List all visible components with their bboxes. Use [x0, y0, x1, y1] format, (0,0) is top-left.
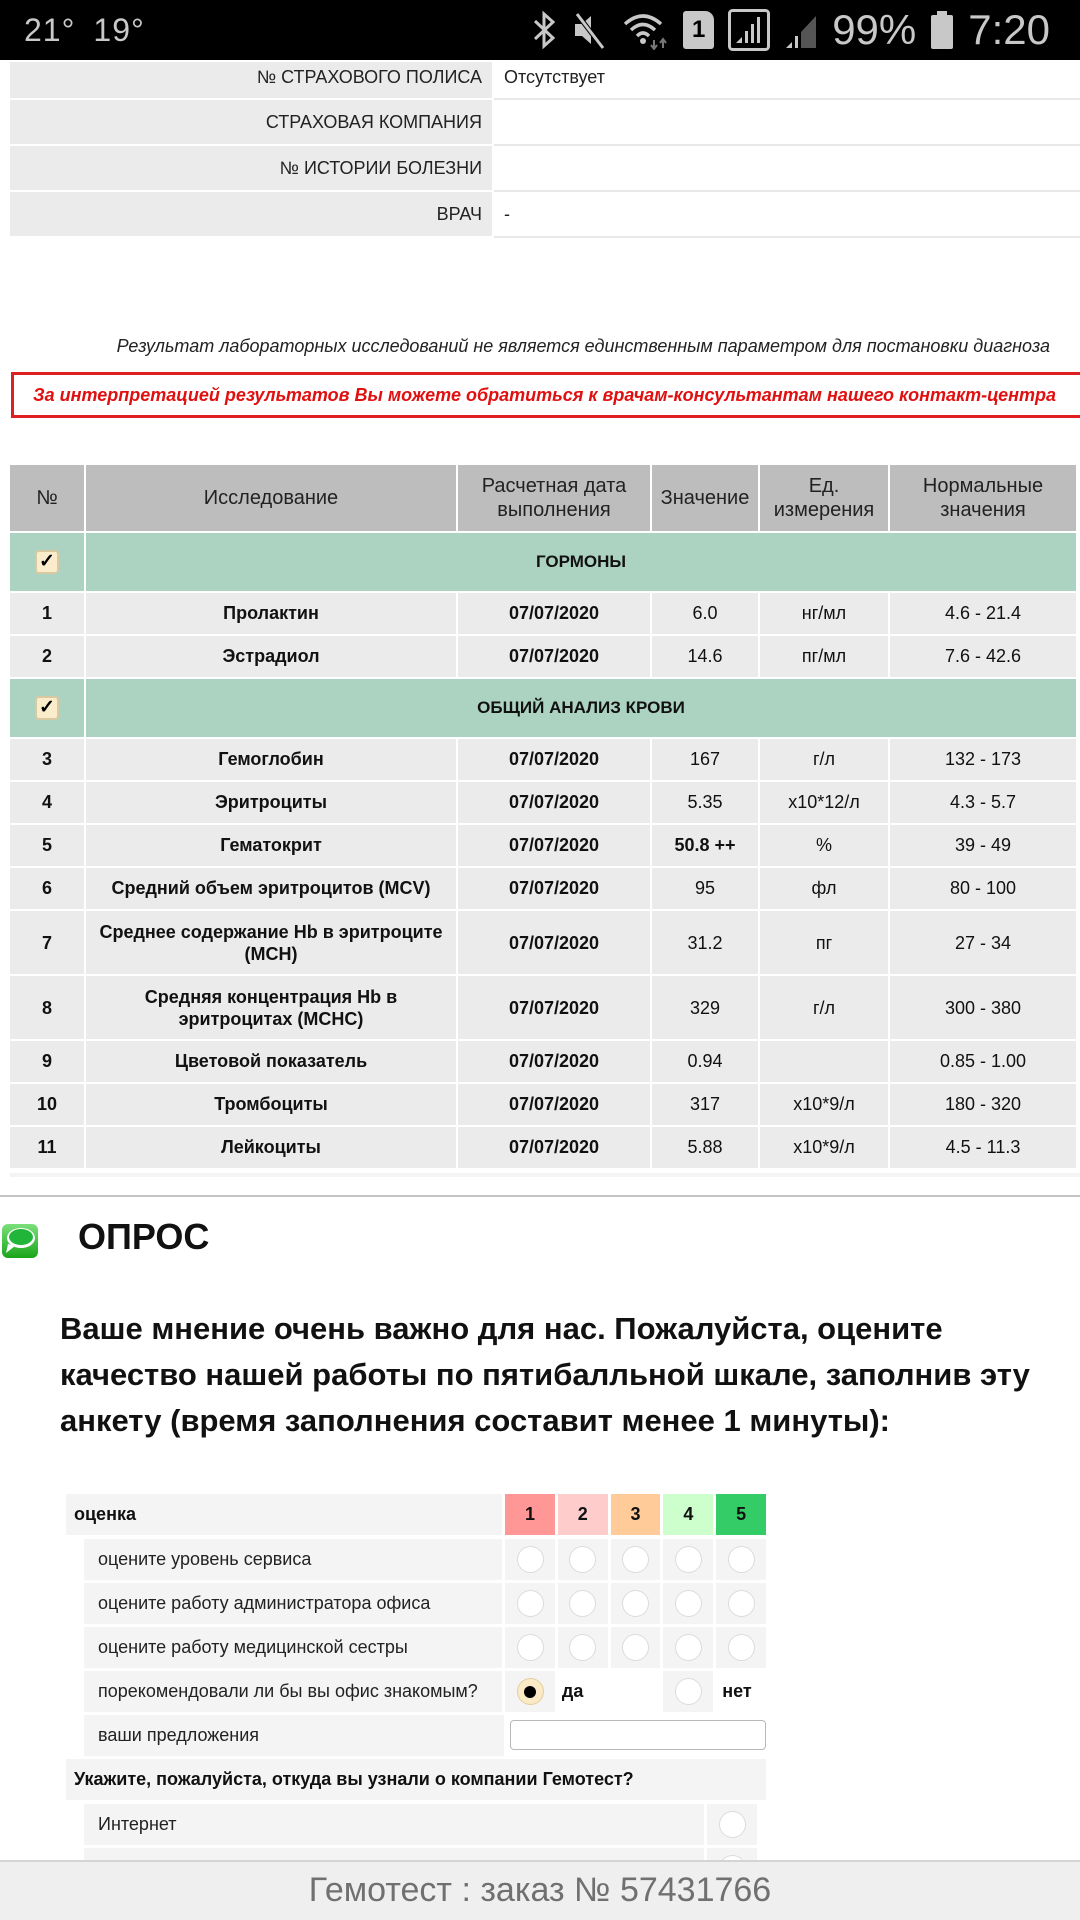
rating-cell: [558, 1583, 608, 1624]
section-divider: [0, 1195, 1080, 1197]
table-row: [10, 1127, 1076, 1168]
cell-test: Эстрадиол: [86, 636, 456, 677]
suggestions-row: [66, 1715, 766, 1756]
rating-radio-2[interactable]: [569, 1590, 596, 1617]
cell-no: 9: [10, 1041, 84, 1082]
rating-cell: [663, 1583, 713, 1624]
cell-no: 3: [10, 739, 84, 780]
cell-value: 50.8 ++: [652, 825, 758, 866]
info-row-policy: [10, 62, 1080, 100]
chat-bubble-icon: [2, 1222, 38, 1260]
cell-test: Лейкоциты: [86, 1127, 456, 1168]
rating-radio-2[interactable]: [569, 1634, 596, 1661]
info-label: ВРАЧ: [10, 192, 492, 238]
rating-cell: [716, 1539, 766, 1580]
order-title: Гемотест : заказ № 57431766: [308, 1871, 772, 1909]
header-value: Значение: [652, 465, 758, 531]
source-option-label: Интернет: [84, 1804, 704, 1845]
cell-test: Средний объем эритроцитов (MCV): [86, 868, 456, 909]
header-range: Нормальные значения: [890, 465, 1076, 531]
cell-test: Гематокрит: [86, 825, 456, 866]
rating-cell: [505, 1539, 555, 1580]
cell-unit: %: [760, 825, 888, 866]
cell-unit: пг: [760, 911, 888, 974]
cell-range: 300 - 380: [890, 976, 1076, 1039]
cell-date: 07/07/2020: [458, 1127, 650, 1168]
header-unit: Ед. измерения: [760, 465, 888, 531]
cell-range: 80 - 100: [890, 868, 1076, 909]
rating-radio-2[interactable]: [569, 1546, 596, 1573]
cell-value: 5.35: [652, 782, 758, 823]
scale-2: 2: [558, 1494, 608, 1535]
source-question-row: [66, 1759, 766, 1800]
rating-radio-1[interactable]: [517, 1634, 544, 1661]
cell-date: 07/07/2020: [458, 825, 650, 866]
cell-value: 95: [652, 868, 758, 909]
cell-value: 31.2: [652, 911, 758, 974]
table-bottom-strip: [10, 1173, 1080, 1177]
cell-test: Средняя концентрация Hb в эритроцитах (MCHC): [86, 976, 456, 1039]
recommend-no-cell: [663, 1671, 713, 1712]
suggestions-input[interactable]: [510, 1720, 766, 1750]
signal-icon: [728, 9, 770, 51]
cell-range: 180 - 320: [890, 1084, 1076, 1125]
table-row: [10, 825, 1076, 866]
scale-3: 3: [611, 1494, 661, 1535]
info-value: [494, 146, 1080, 192]
cell-no: 2: [10, 636, 84, 677]
header-no: №: [10, 465, 84, 531]
info-label: № ИСТОРИИ БОЛЕЗНИ: [10, 146, 492, 192]
cell-no: 11: [10, 1127, 84, 1168]
cell-date: 07/07/2020: [458, 1041, 650, 1082]
rating-question-label: оцените работу администратора офиса: [84, 1583, 502, 1624]
signal2-icon: [784, 10, 818, 50]
group-row: [10, 533, 1076, 591]
group-row: [10, 679, 1076, 737]
cell-no: 6: [10, 868, 84, 909]
rating-radio-5[interactable]: [728, 1546, 755, 1573]
cell-no: 1: [10, 593, 84, 634]
cell-value: 329: [652, 976, 758, 1039]
rating-question-label: оцените уровень сервиса: [84, 1539, 502, 1580]
table-row: [10, 911, 1076, 974]
rating-radio-4[interactable]: [675, 1546, 702, 1573]
battery-icon: [930, 10, 954, 50]
clock: 7:20: [968, 6, 1050, 53]
cell-range: 4.6 - 21.4: [890, 593, 1076, 634]
cell-test: Цветовой показатель: [86, 1041, 456, 1082]
rating-cell: [505, 1583, 555, 1624]
rating-label: оценка: [66, 1494, 502, 1535]
recommend-no-radio[interactable]: [675, 1678, 702, 1705]
rating-question-row: [66, 1539, 766, 1580]
notice-box: [11, 372, 1080, 418]
cell-range: 132 - 173: [890, 739, 1076, 780]
cell-no: 5: [10, 825, 84, 866]
table-row: [10, 868, 1076, 909]
scale-5: 5: [716, 1494, 766, 1535]
group-title: ОБЩИЙ АНАЛИЗ КРОВИ: [86, 679, 1076, 737]
rating-cell: [663, 1627, 713, 1668]
group-checkbox-cell: [10, 679, 84, 737]
rating-radio-1[interactable]: [517, 1546, 544, 1573]
cell-range: 0.85 - 1.00: [890, 1041, 1076, 1082]
cell-date: 07/07/2020: [458, 636, 650, 677]
cell-value: 14.6: [652, 636, 758, 677]
temp-high: 21°: [24, 12, 76, 48]
scale-1: 1: [505, 1494, 555, 1535]
cell-date: 07/07/2020: [458, 739, 650, 780]
cell-unit: г/л: [760, 739, 888, 780]
cell-value: 5.88: [652, 1127, 758, 1168]
rating-cell: [505, 1627, 555, 1668]
cell-unit: нг/мл: [760, 593, 888, 634]
rating-form: [66, 1494, 766, 1892]
cell-date: 07/07/2020: [458, 976, 650, 1039]
rating-cell: [558, 1627, 608, 1668]
rating-cell: [716, 1627, 766, 1668]
header-test: Исследование: [86, 465, 456, 531]
rating-question-row: [66, 1583, 766, 1624]
info-row-insurer: [10, 100, 1080, 146]
table-header: [10, 465, 1076, 531]
cell-test: Среднее содержание Hb в эритроците (MCH): [86, 911, 456, 974]
sim1-icon: 1: [683, 11, 714, 49]
temp-low: 19°: [93, 12, 145, 48]
scale-4: 4: [663, 1494, 713, 1535]
cell-no: 10: [10, 1084, 84, 1125]
recommend-yes-radio[interactable]: [517, 1678, 544, 1705]
group-checkbox[interactable]: ✓: [35, 696, 59, 720]
table-row: [10, 1041, 1076, 1082]
rating-cell: [611, 1583, 661, 1624]
source-option-row: [66, 1804, 766, 1845]
notice-text: За интерпретацией результатов Вы можете обратиться к врачам-консультантам нашего контакт-центра: [33, 385, 1056, 405]
info-label: СТРАХОВАЯ КОМПАНИЯ: [10, 100, 492, 146]
rating-radio-4[interactable]: [675, 1634, 702, 1661]
cell-no: 7: [10, 911, 84, 974]
header-date: Расчетная дата выполнения: [458, 465, 650, 531]
recommend-label: порекомендовали ли бы вы офис знакомым?: [84, 1671, 502, 1712]
cell-value: 167: [652, 739, 758, 780]
disclaimer-text: Результат лабораторных исследований не является единственным параметром для постановки диагноза: [116, 336, 1050, 356]
cell-test: Пролактин: [86, 593, 456, 634]
table-row: [10, 636, 1076, 677]
rating-cell: [611, 1627, 661, 1668]
cell-value: 6.0: [652, 593, 758, 634]
cell-date: 07/07/2020: [458, 1084, 650, 1125]
rating-cell: [558, 1539, 608, 1580]
cell-date: 07/07/2020: [458, 593, 650, 634]
rating-question-label: оцените работу медицинской сестры: [84, 1627, 502, 1668]
cell-test: Гемоглобин: [86, 739, 456, 780]
source-question: Укажите, пожалуйста, откуда вы узнали о компании Гемотест?: [66, 1759, 766, 1800]
suggestions-label: ваши предложения: [84, 1715, 504, 1756]
patient-info: [10, 62, 1080, 238]
status-bar: [0, 0, 1080, 60]
rating-cell: [663, 1539, 713, 1580]
results-table: [8, 463, 1078, 1170]
rating-cell: [611, 1539, 661, 1580]
rating-radio-3[interactable]: [622, 1546, 649, 1573]
group-checkbox-cell: [10, 533, 84, 591]
recommend-row: [66, 1671, 766, 1712]
cell-unit: x10*9/л: [760, 1127, 888, 1168]
source-option-radio[interactable]: [719, 1811, 746, 1838]
info-value: [494, 100, 1080, 146]
source-option-cell: [707, 1804, 757, 1845]
info-value: Отсутствует: [494, 62, 1080, 100]
info-value: -: [494, 192, 1080, 238]
rating-radio-3[interactable]: [622, 1634, 649, 1661]
rating-radio-5[interactable]: [728, 1590, 755, 1617]
table-row: [10, 782, 1076, 823]
cell-test: Тромбоциты: [86, 1084, 456, 1125]
table-row: [10, 739, 1076, 780]
cell-range: 4.5 - 11.3: [890, 1127, 1076, 1168]
cell-no: 4: [10, 782, 84, 823]
table-row: [10, 976, 1076, 1039]
rating-question-row: [66, 1627, 766, 1668]
cell-unit: x10*12/л: [760, 782, 888, 823]
group-checkbox[interactable]: ✓: [35, 550, 59, 574]
survey-title: ОПРОС: [78, 1216, 210, 1257]
mute-icon: [571, 10, 607, 50]
rating-radio-1[interactable]: [517, 1590, 544, 1617]
recommend-no-label: нет: [722, 1681, 752, 1701]
cell-range: 4.3 - 5.7: [890, 782, 1076, 823]
battery-percent: 99%: [832, 6, 917, 53]
weather: [24, 12, 145, 49]
cell-unit: x10*9/л: [760, 1084, 888, 1125]
cell-test: Эритроциты: [86, 782, 456, 823]
cell-range: 39 - 49: [890, 825, 1076, 866]
cell-no: 8: [10, 976, 84, 1039]
info-label: № СТРАХОВОГО ПОЛИСА: [10, 62, 492, 100]
recommend-yes-cell: [505, 1671, 555, 1712]
cell-unit: фл: [760, 868, 888, 909]
wifi-icon: [621, 10, 669, 50]
rating-radio-4[interactable]: [675, 1590, 702, 1617]
cell-date: 07/07/2020: [458, 868, 650, 909]
cell-value: 0.94: [652, 1041, 758, 1082]
survey-intro: Ваше мнение очень важно для нас. Пожалуйста, оцените качество нашей работы по пятибалльной шкале, заполнив эту анкету (время заполнения составит менее 1 минуты):: [60, 1311, 1030, 1438]
cell-value: 317: [652, 1084, 758, 1125]
rating-cell: [716, 1583, 766, 1624]
rating-radio-3[interactable]: [622, 1590, 649, 1617]
info-row-history: [10, 146, 1080, 192]
bottom-title-bar: [0, 1860, 1080, 1920]
cell-date: 07/07/2020: [458, 782, 650, 823]
cell-unit: г/л: [760, 976, 888, 1039]
rating-radio-5[interactable]: [728, 1634, 755, 1661]
group-title: ГОРМОНЫ: [86, 533, 1076, 591]
table-row: [10, 593, 1076, 634]
cell-range: 27 - 34: [890, 911, 1076, 974]
rating-header: [66, 1494, 766, 1535]
cell-unit: [760, 1041, 888, 1082]
cell-unit: пг/мл: [760, 636, 888, 677]
table-row: [10, 1084, 1076, 1125]
bluetooth-icon: [531, 10, 557, 50]
cell-date: 07/07/2020: [458, 911, 650, 974]
info-row-doctor: [10, 192, 1080, 238]
cell-range: 7.6 - 42.6: [890, 636, 1076, 677]
recommend-yes-label: да: [561, 1681, 584, 1701]
